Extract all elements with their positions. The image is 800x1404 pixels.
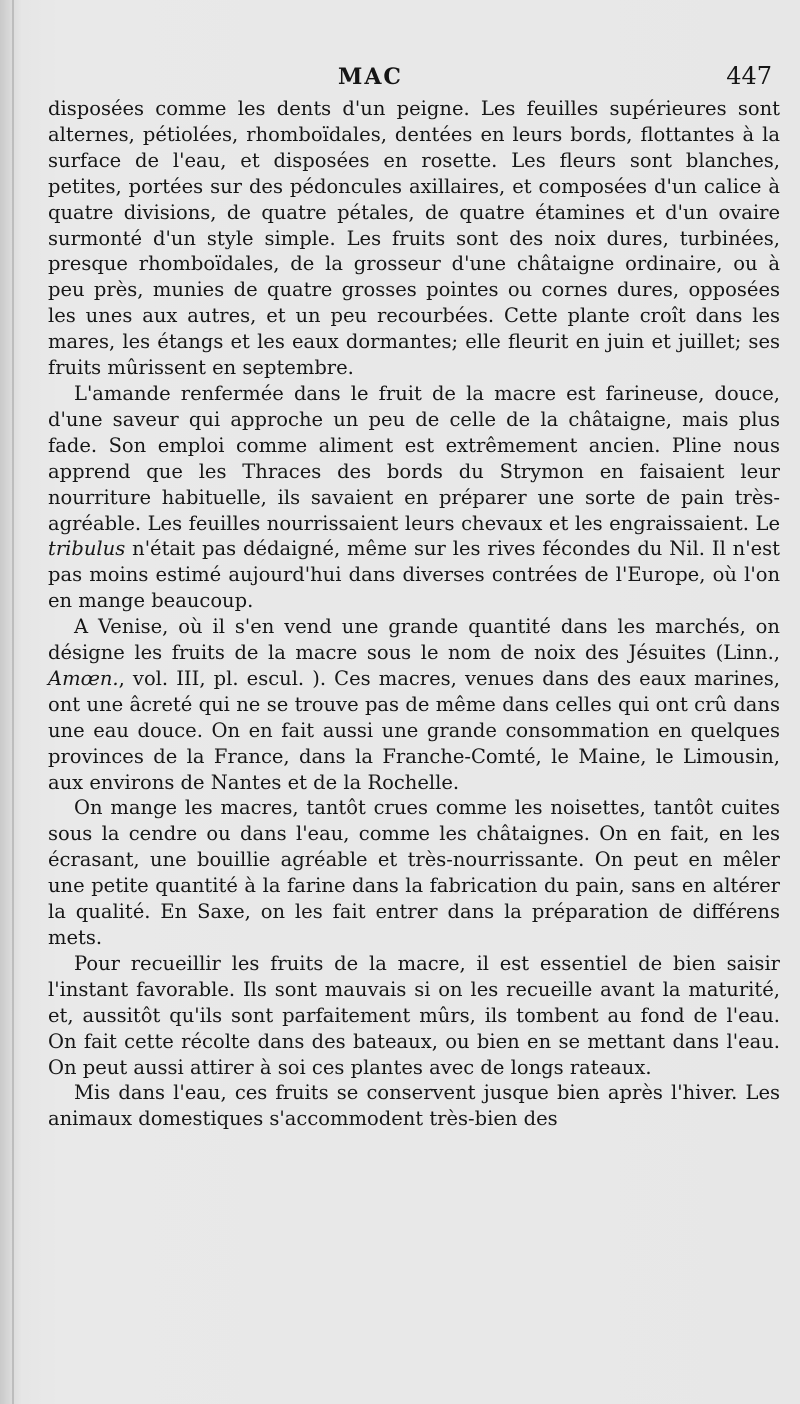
body-text (48, 96, 780, 1132)
text-segment: disposées comme les dents d'un peigne. Les feuilles supérieures sont alternes, pétiolées, rhomboïdales, dentées en leurs bords, flottantes à la surface de l'eau, et disposées en rosette. Les fleurs sont blanches, petites, portées sur des pédoncules axillaires, et composées d'un calice à quatre divisions, de quatre pétales, de quatre étamines et d'un ovaire surmonté d'un style simple. Les fruits sont des noix dures, turbinées, presque rhomboïdales, de la grosseur d'une châtaigne ordinaire, ou à peu près, munies de quatre grosses pointes ou cornes dures, opposées les unes aux autres, et un peu recourbées. Cette plante croît dans les mares, les étangs et les eaux dormantes; elle fleurit en juin et juillet; ses fruits mûrissent en septembre. (48, 97, 780, 380)
paragraph-1 (48, 96, 780, 381)
text-segment: n'était pas dédaigné, même sur les rives fécondes du Nil. Il n'est pas moins estimé aujourd'hui dans diverses contrées de l'Europe, où l'on en mange beaucoup. (48, 537, 780, 613)
paragraph-4 (48, 795, 780, 950)
text-segment: Mis dans l'eau, ces fruits se conservent jusque bien après l'hiver. Les animaux domestiques s'accommodent très-bien des (48, 1081, 780, 1131)
text-segment: , vol. III, pl. escul. ). Ces macres, venues dans des eaux marines, ont une âcreté qui ne se trouve pas de même dans celles qui ont crû dans une eau douce. On en fait aussi une grande consommation en quelques provinces de la France, dans la Franche-Comté, le Maine, le Limousin, aux environs de Nantes et de la Rochelle. (48, 666, 780, 794)
text-segment: L'amande renfermée dans le fruit de la macre est farineuse, douce, d'une saveur qui approche un peu de celle de la châtaigne, mais plus fade. Son emploi comme aliment est extrêmement ancien. Pline nous apprend que les Thraces des bords du Strymon en faisaient leur nourriture habituelle, ils savaient en préparer une sorte de pain très-agréable. Les feuilles nourrissaient leurs chevaux et les engraissaient. Le (48, 381, 780, 535)
text-segment: Pour recueillir les fruits de la macre, il est essentiel de bien saisir l'instant favorable. Ils sont mauvais si on les recueille avant la maturité, et, aussitôt qu'ils sont parfaitement mûrs, ils tombent au fond de l'eau. On fait cette récolte dans des bateaux, ou bien en se mettant dans l'eau. On peut aussi attirer à soi ces plantes avec de longs rateaux. (48, 951, 780, 1079)
text-segment: A Venise, où il s'en vend une grande quantité dans les marchés, on désigne les fruits de la macre sous le nom de noix des Jésuites (Linn., (48, 615, 780, 665)
text-segment: On mange les macres, tantôt crues comme les noisettes, tantôt cuites sous la cendre ou dans l'eau, comme les châtaignes. On en fait, en les écrasant, une bouillie agréable et très-nourrissante. On peut en mêler une petite quantité à la farine dans la fabrication du pain, sans en altérer la qualité. En Saxe, on les fait entrer dans la préparation de différens mets. (48, 796, 780, 949)
italic-term-tribulus: tribulus (48, 537, 126, 561)
paragraph-5 (48, 951, 780, 1081)
running-head: MAC (338, 64, 403, 90)
page-number: 447 (726, 62, 772, 90)
paragraph-2 (48, 381, 780, 614)
italic-citation-amoen: Amœn. (48, 666, 119, 690)
paragraph-6 (48, 1080, 780, 1132)
page-header (48, 62, 780, 94)
paragraph-3 (48, 614, 780, 795)
page-gutter (12, 0, 14, 1404)
